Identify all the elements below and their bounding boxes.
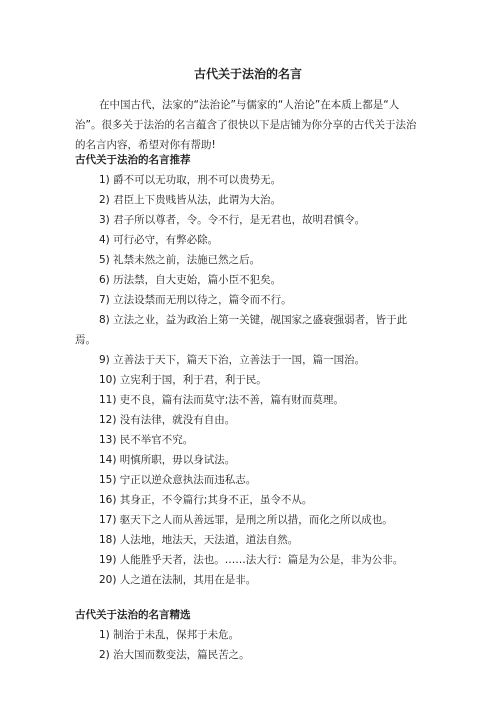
quote-item: 15) 宁正以逆众意执法而违私志。 [99, 474, 257, 486]
quote-item: 5) 礼禁未然之前，法施已然之后。 [99, 254, 261, 266]
quote-item: 20) 人之道在法制，其用在是非。 [99, 574, 257, 586]
quote-item: 18) 人法地，地法天，天法道，道法自然。 [99, 534, 299, 546]
quote-item: 3) 君子所以尊者，令。令不行，是无君也，故明君慎令。 [99, 214, 366, 226]
quote-item: 19) 人能胜乎天者，法也。……法大行：篇是为公是，非为公非。 [99, 554, 404, 566]
quote-item: 7) 立法设禁而无刑以待之，篇令而不行。 [99, 294, 292, 306]
quote-list-recommended [75, 170, 423, 590]
page-title: 古代关于法治的名言 [193, 67, 302, 81]
quote-item: 12) 没有法律，就没有自由。 [99, 414, 236, 426]
quote-item: 2) 君臣上下贵贱皆从法，此谓为大治。 [99, 194, 282, 206]
quote-item: 13) 民不举官不究。 [99, 434, 194, 446]
quote-item: 11) 吏不良，篇有法而莫守;法不善，篇有财而莫理。 [99, 394, 344, 406]
quote-list-selected [75, 625, 423, 665]
quote-item: 4) 可行必守，有弊必除。 [99, 234, 219, 246]
quote-item: 1) 制治于未乱，保邦于未危。 [99, 629, 240, 641]
quote-item: 9) 立善法于天下，篇天下治，立善法于一国，篇一国治。 [99, 354, 366, 366]
quote-item: 10) 立宪利于国，利于君，利于民。 [99, 374, 267, 386]
quote-item: 16) 其身正，不令篇行;其身不正，虽令不从。 [99, 494, 313, 506]
quote-item: 6) 历法禁，自大吏始，篇小臣不犯矣。 [99, 274, 282, 286]
quote-item: 8) 立法之业，益为政治上第一关键，觇国家之盛衰强弱者，皆于此焉。 [75, 314, 408, 346]
section-heading-selected: 古代关于法治的名言精选 [75, 609, 191, 621]
quote-item: 1) 爵不可以无功取，刑不可以贵势无。 [99, 174, 282, 186]
section-heading-recommended: 古代关于法治的名言推荐 [75, 154, 191, 166]
quote-item: 17) 驱天下之人而从善远罪，是刑之所以措，而化之所以成也。 [99, 514, 393, 526]
intro-paragraph: 在中国古代，法家的“法治论”与儒家的“人治论”在本质上都是“人治”。很多关于法治的名言蕴含了很快以下是店铺为你分享的古代关于法治的名言内容，希望对你有帮助! [75, 99, 417, 151]
quote-item: 2) 治大国而数变法，篇民苦之。 [99, 649, 250, 661]
quote-item: 14) 明慎所职，毋以身试法。 [99, 454, 236, 466]
